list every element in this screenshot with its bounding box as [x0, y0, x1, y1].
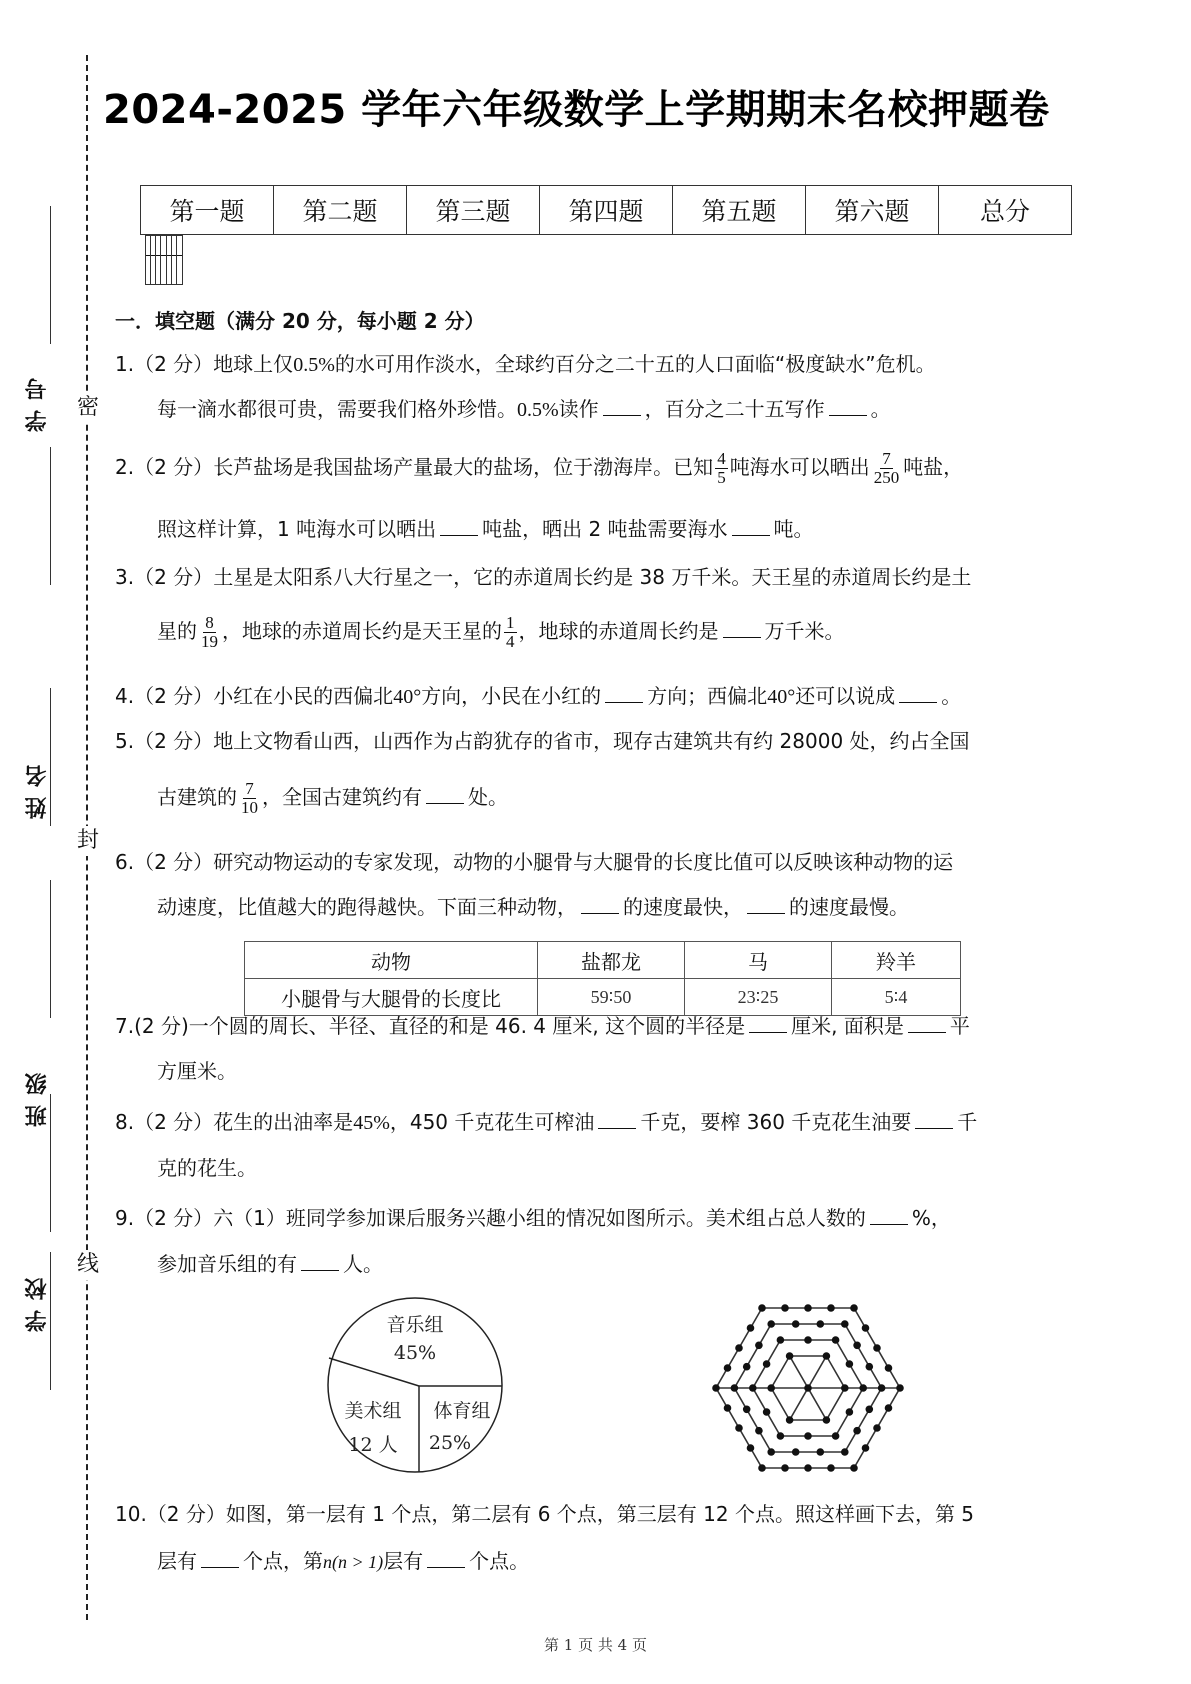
question-9-line-2 — [157, 1250, 383, 1278]
question-points: （2 分） — [134, 455, 214, 479]
question-number: 3. — [115, 565, 135, 589]
question-text: 厘米, 面积是 — [791, 1014, 904, 1038]
school-label: 学校 — [25, 1268, 50, 1332]
pie-value-art: 12 人 — [348, 1434, 398, 1456]
seal-char-mi: 密 — [73, 393, 103, 423]
question-number: 4. — [115, 684, 135, 708]
question-points: （2 分） — [134, 1110, 214, 1134]
answer-blank[interactable] — [749, 1012, 787, 1033]
question-number: 6. — [115, 850, 135, 874]
score-header-q1: 第一题 — [141, 186, 274, 235]
answer-blank[interactable] — [723, 617, 761, 638]
animal-header: 动物 — [245, 942, 538, 979]
question-1-line-2 — [157, 395, 891, 424]
question-text: 的速度最慢。 — [789, 895, 909, 919]
question-points: （2 分） — [134, 565, 214, 589]
answer-blank[interactable] — [427, 1547, 465, 1568]
question-text: 。 — [870, 397, 891, 421]
score-header-q3: 第三题 — [407, 186, 540, 235]
question-points: （2 分） — [134, 684, 214, 708]
page-footer: 第 1 页 共 4 页 — [544, 1636, 647, 1654]
question-10-line-1 — [115, 1500, 974, 1528]
question-2-line-2 — [157, 515, 814, 543]
question-text: ，全国古建筑约有 — [262, 785, 422, 809]
question-text: 克的花生。 — [157, 1156, 257, 1180]
section-heading: 一．填空题（满分 20 分，每小题 2 分） — [115, 309, 485, 333]
student-id-rule — [50, 206, 51, 344]
question-5-line-1 — [115, 727, 970, 755]
question-text: 土星是太阳系八大行星之一，它的赤道周长约是 38 万千米。天王星的赤道周长约是土 — [213, 565, 972, 589]
question-text: ，450 千克花生可榨油 — [389, 1110, 595, 1134]
question-text: 小红在小民的西偏北 — [213, 684, 394, 708]
question-text: 千克，要榨 360 千克花生油要 — [640, 1110, 912, 1134]
question-2-line-1 — [115, 450, 963, 487]
fraction — [239, 780, 260, 817]
question-number: 7. — [115, 1014, 135, 1038]
question-points: （2 分） — [134, 352, 214, 376]
fraction — [504, 614, 517, 651]
question-text: 处。 — [468, 785, 508, 809]
answer-blank[interactable] — [301, 1250, 339, 1271]
fraction-denominator: 250 — [873, 468, 900, 487]
question-text: 吨盐，晒出 2 吨盐需要海水 — [482, 517, 728, 541]
question-text: 动速度，比值越大的跑得越快。下面三种动物， — [157, 895, 577, 919]
name-label: 姓名 — [25, 755, 50, 819]
question-3-line-2 — [157, 614, 845, 651]
hexagon-dot-figure — [708, 1298, 908, 1478]
math-expression: n(n > 1) — [323, 1552, 384, 1572]
fraction-denominator: 10 — [241, 798, 258, 817]
animal-header-horse: 马 — [685, 942, 832, 979]
page-title: 2024-2025 学年六年级数学上学期期末名校押题卷 — [103, 87, 1050, 133]
ratio-antelope: 5∶4 — [832, 979, 961, 1016]
question-text: 方向；西偏北 — [647, 684, 768, 708]
hexagon-dot-graphic — [708, 1298, 908, 1478]
question-points: （2 分） — [134, 729, 214, 753]
question-1-line-1 — [115, 350, 936, 379]
question-text: 万千米。 — [764, 619, 845, 643]
question-number: 5. — [115, 729, 135, 753]
question-text: 星的 — [157, 619, 197, 643]
question-text: 。 — [941, 684, 962, 708]
name-rule — [50, 447, 51, 585]
answer-blank[interactable] — [426, 783, 464, 804]
question-6-line-2 — [157, 893, 909, 921]
answer-blank[interactable] — [908, 1012, 946, 1033]
question-9-line-1 — [115, 1204, 951, 1232]
score-header-q4: 第四题 — [540, 186, 673, 235]
fraction — [872, 450, 902, 487]
question-number: 8. — [115, 1110, 135, 1134]
score-header-q6: 第六题 — [806, 186, 939, 235]
question-8-line-2 — [157, 1154, 257, 1182]
question-number: 10. — [115, 1502, 147, 1526]
question-7-line-1 — [115, 1012, 970, 1040]
question-points: （2 分） — [134, 1206, 214, 1230]
ratio-horse: 23∶25 — [685, 979, 832, 1016]
fraction-denominator: 5 — [717, 468, 726, 487]
score-cell-total[interactable] — [177, 236, 182, 285]
fraction — [715, 450, 728, 487]
question-10-line-2 — [157, 1547, 529, 1576]
question-4 — [115, 682, 961, 711]
pie-chart — [326, 1296, 504, 1474]
question-points: （2 分） — [134, 850, 214, 874]
name-write-line — [50, 688, 51, 826]
question-text: 一个圆的周长、半径、直径的和是 46. 4 厘米, 这个圆的半径是 — [188, 1014, 746, 1038]
fraction-denominator: 19 — [201, 632, 218, 651]
score-header-total: 总分 — [939, 186, 1072, 235]
ratio-yandulong: 59∶50 — [538, 979, 685, 1016]
question-text: 地上文物看山西，山西作为占韵犹存的省市，现存古建筑共有约 28000 处，约占全国 — [213, 729, 970, 753]
question-text: 的速度最快， — [623, 895, 743, 919]
question-text: 长芦盐场是我国盐场产量最大的盐场，位于渤海岸。已知 — [213, 455, 714, 479]
answer-blank[interactable] — [598, 1108, 636, 1129]
question-text: 读作 — [558, 397, 599, 421]
question-points: (2 分) — [134, 1014, 189, 1038]
question-text: 还可以说成 — [795, 684, 896, 708]
question-text: 方向，小民在小红的 — [421, 684, 602, 708]
question-text: 花生的出油率是 — [213, 1110, 354, 1134]
question-text: 个点。 — [469, 1549, 530, 1573]
class-label: 班级 — [25, 1063, 50, 1127]
question-text: 照这样计算，1 吨海水可以晒出 — [157, 517, 437, 541]
question-number: 9. — [115, 1206, 135, 1230]
fraction-numerator: 7 — [245, 779, 254, 798]
answer-blank[interactable] — [899, 682, 937, 703]
question-text: 六（1）班同学参加课后服务兴趣小组的情况如图所示。美术组占总人数的 — [213, 1206, 866, 1230]
score-header-q2: 第二题 — [274, 186, 407, 235]
question-text: 古建筑的 — [157, 785, 237, 809]
question-text: ，地球的赤道周长约是 — [518, 619, 719, 643]
question-text: 每一滴水都很可贵，需要我们格外珍惜。 — [157, 397, 517, 421]
question-text: 个点，第 — [243, 1549, 323, 1573]
answer-blank[interactable] — [829, 395, 867, 416]
animal-header-yandulong: 盐都龙 — [538, 942, 685, 979]
question-text: 层有 — [157, 1549, 197, 1573]
question-number: 1. — [115, 352, 135, 376]
question-text: 吨。 — [773, 517, 814, 541]
question-text: 参加音乐组的有 — [157, 1252, 297, 1276]
score-table-value-row — [145, 235, 183, 256]
answer-blank[interactable] — [603, 395, 641, 416]
percent-value: 45% — [353, 1112, 390, 1134]
question-text: 地球上仅 — [213, 352, 294, 376]
pie-label-art: 美术组 — [344, 1400, 402, 1422]
question-text: 人。 — [343, 1252, 383, 1276]
pie-label-music: 音乐组 — [386, 1314, 444, 1336]
question-text: ，百分之二十五写作 — [644, 397, 825, 421]
question-text: ，地球的赤道周长约是天王星的 — [222, 619, 502, 643]
question-6-line-1 — [115, 848, 953, 876]
pie-value-sports: 25% — [428, 1432, 472, 1454]
animal-table-ratio-row — [245, 979, 961, 1016]
question-number: 2. — [115, 455, 135, 479]
question-text: 平 — [949, 1014, 970, 1038]
answer-blank[interactable] — [581, 893, 619, 914]
percent-value: 0.5% — [517, 399, 559, 421]
angle-value: 40° — [767, 686, 796, 708]
answer-blank[interactable] — [732, 515, 770, 536]
pie-label-sports: 体育组 — [433, 1400, 491, 1422]
answer-blank[interactable] — [870, 1204, 908, 1225]
seal-char-xian: 线 — [73, 1250, 103, 1280]
animal-ratio-table — [244, 941, 961, 1016]
ratio-row-label: 小腿骨与大腿骨的长度比 — [245, 979, 538, 1016]
question-text: %， — [911, 1206, 951, 1230]
question-7-line-2 — [157, 1057, 237, 1085]
question-points: （2 分） — [146, 1502, 226, 1526]
answer-blank[interactable] — [747, 893, 785, 914]
angle-value: 40° — [393, 686, 422, 708]
student-id-label: 学号 — [25, 368, 50, 432]
fraction-numerator: 1 — [506, 613, 515, 632]
question-3-line-1 — [115, 563, 971, 591]
answer-blank[interactable] — [915, 1108, 953, 1129]
class-rule — [50, 880, 51, 1018]
fraction-numerator: 8 — [205, 613, 214, 632]
score-table-header-row — [141, 186, 1072, 235]
question-text: 层有 — [383, 1549, 424, 1573]
question-text: 研究动物运动的专家发现，动物的小腿骨与大腿骨的长度比值可以反映该种动物的运 — [213, 850, 954, 874]
question-text: 吨盐， — [903, 455, 964, 479]
fraction-numerator: 7 — [882, 449, 891, 468]
question-text: 如图，第一层有 1 个点，第二层有 6 个点，第三层有 12 个点。照这样画下去，第 5 — [225, 1502, 975, 1526]
question-text: 的水可用作淡水，全球约百分之二十五的人口面临“极度缺水”危机。 — [334, 352, 936, 376]
percent-value: 0.5% — [293, 354, 335, 376]
fraction — [199, 614, 220, 651]
question-5-line-2 — [157, 780, 508, 817]
score-header-q5: 第五题 — [673, 186, 806, 235]
fraction-numerator: 4 — [717, 449, 726, 468]
question-text: 方厘米。 — [157, 1059, 237, 1083]
animal-header-antelope: 羚羊 — [832, 942, 961, 979]
fraction-denominator: 4 — [506, 632, 515, 651]
answer-blank[interactable] — [201, 1547, 239, 1568]
school-write-line — [50, 1252, 51, 1390]
seal-char-feng: 封 — [73, 826, 103, 856]
answer-blank[interactable] — [605, 682, 643, 703]
animal-table-header-row — [245, 942, 961, 979]
question-8-line-1 — [115, 1108, 977, 1137]
answer-blank[interactable] — [440, 515, 478, 536]
score-table — [140, 185, 1072, 260]
school-rule — [50, 1094, 51, 1232]
question-text: 千 — [957, 1110, 978, 1134]
question-text: 吨海水可以晒出 — [729, 455, 870, 479]
pie-value-music: 45% — [393, 1342, 437, 1364]
